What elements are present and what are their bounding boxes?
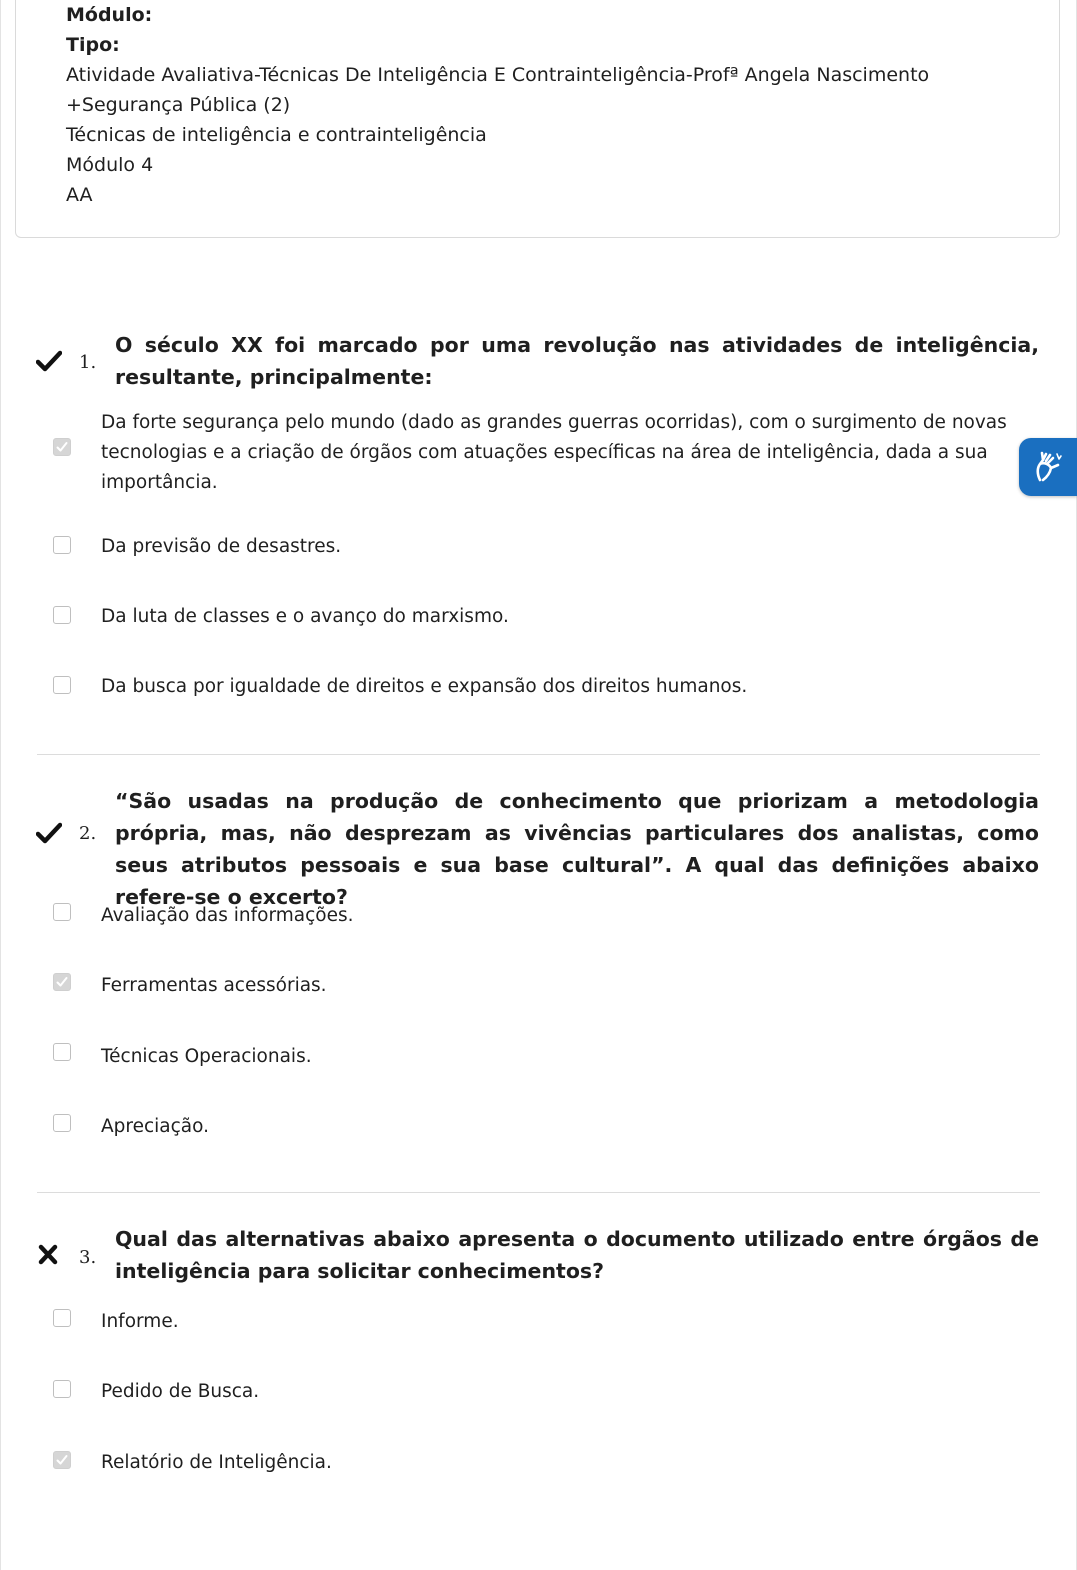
answer-option: Informe.: [101, 1311, 179, 1332]
answer-checkbox[interactable]: [53, 1380, 71, 1398]
question-text: O século XX foi marcado por uma revolução nas atividades de inteligência, resultante, principalmente:: [115, 333, 1039, 389]
activity-title-line2: +Segurança Pública (2): [66, 94, 291, 116]
tipo-label: Tipo:: [66, 34, 120, 56]
answer-option: Relatório de Inteligência.: [101, 1452, 332, 1473]
question-number: 2.: [79, 823, 97, 844]
answer-option: Avaliação das informações.: [101, 905, 354, 926]
correct-check-icon: [36, 350, 62, 372]
activity-title-line1: Atividade Avaliativa-Técnicas De Inteligência E Contrainteligência-Profª Angela Nascimento: [66, 64, 930, 86]
page-border-left: [0, 0, 1, 1570]
answer-option: Da busca por igualdade de direitos e expansão dos direitos humanos.: [101, 676, 748, 697]
answer-checkbox[interactable]: [53, 1309, 71, 1327]
question-text: “São usadas na produção de conhecimento que priorizam a metodologia própria, mas, não desprezam as vivências particulares dos analistas, como seus atributos pessoais e sua base cultural”. A qual das definições abaixo refere-se o excerto?: [115, 789, 1039, 909]
answer-option: Da forte segurança pelo mundo (dado as grandes guerras ocorridas), com o surgimento de novas tecnologias e a criação de órgãos com atuações específicas na área de inteligência, dada a sua importância.: [101, 412, 1007, 493]
question-number: 3.: [79, 1247, 97, 1268]
answer-checkbox[interactable]: [53, 1451, 71, 1469]
answer-option: Apreciação.: [101, 1116, 210, 1137]
answer-checkbox[interactable]: [53, 606, 71, 624]
question-divider: [37, 1192, 1040, 1193]
answer-checkbox[interactable]: [53, 1114, 71, 1132]
answer-checkbox[interactable]: [53, 438, 71, 456]
question-number: 1.: [79, 352, 97, 373]
modulo-label: Módulo:: [66, 4, 153, 26]
answer-checkbox[interactable]: [53, 973, 71, 991]
incorrect-x-icon: [36, 1244, 62, 1266]
course-name: Técnicas de inteligência e contrainteligência: [66, 124, 487, 146]
correct-check-icon: [36, 822, 62, 844]
answer-option: Da luta de classes e o avanço do marxismo.: [101, 606, 509, 627]
activity-type: AA: [66, 184, 93, 206]
answer-option: Ferramentas acessórias.: [101, 975, 327, 996]
answer-checkbox[interactable]: [53, 1043, 71, 1061]
question-divider: [37, 754, 1040, 755]
accessibility-widget-button[interactable]: [1019, 438, 1077, 496]
answer-checkbox[interactable]: [53, 903, 71, 921]
answer-option: Técnicas Operacionais.: [101, 1046, 312, 1067]
answer-option: Pedido de Busca.: [101, 1381, 260, 1402]
activity-header-card: [15, 0, 1060, 238]
answer-checkbox[interactable]: [53, 536, 71, 554]
answer-checkbox[interactable]: [53, 676, 71, 694]
module-name: Módulo 4: [66, 154, 154, 176]
sign-language-hand-icon: [1031, 450, 1065, 484]
answer-option: Da previsão de desastres.: [101, 536, 342, 557]
question-text: Qual das alternativas abaixo apresenta o documento utilizado entre órgãos de inteligência para solicitar conhecimentos?: [115, 1227, 1039, 1283]
